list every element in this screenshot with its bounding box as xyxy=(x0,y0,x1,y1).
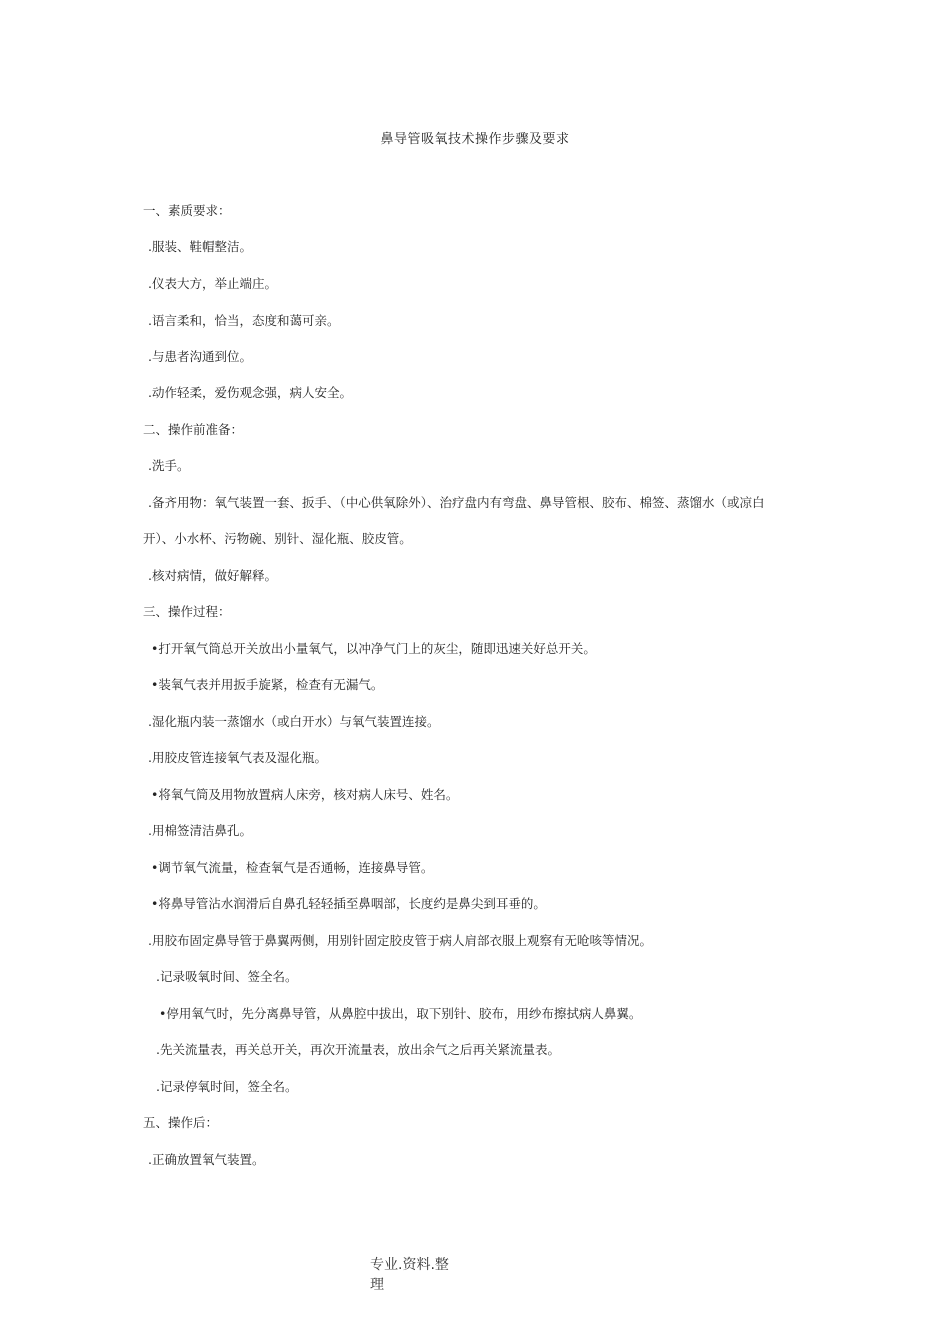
list-item: •停用氧气时，先分离鼻导管，从鼻腔中拔出，取下别针、胶布，用纱布擦拭病人鼻翼。 xyxy=(159,1006,642,1021)
list-item: .正确放置氧气装置。 xyxy=(148,1152,265,1167)
list-item: .记录停氧时间，签全名。 xyxy=(156,1079,298,1094)
section-heading-procedure: 三、操作过程： xyxy=(143,604,231,619)
list-item: •将氧气筒及用物放置病人床旁，核对病人床号、姓名。 xyxy=(151,787,459,802)
list-item: .语言柔和，恰当，态度和蔼可亲。 xyxy=(148,313,340,328)
list-item: .记录吸氧时间、签全名。 xyxy=(156,969,298,984)
list-item: .与患者沟通到位。 xyxy=(148,349,252,364)
section-heading-preparation: 二、操作前准备： xyxy=(143,422,244,437)
list-item-continuation: 开）、小水杯、污物碗、别针、湿化瓶、胶皮管。 xyxy=(143,531,412,546)
list-item: .动作轻柔，爱伤观念强，病人安全。 xyxy=(148,385,352,400)
list-item: •将鼻导管沾水润滑后自鼻孔轻轻插至鼻咽部，长度约是鼻尖到耳垂的。 xyxy=(151,896,546,911)
list-item: .用棉签清洁鼻孔。 xyxy=(148,823,252,838)
list-item: .用胶布固定鼻导管于鼻翼两侧，用别针固定胶皮管于病人肩部衣服上观察有无呛咳等情况。 xyxy=(148,933,652,948)
list-item: •装氧气表并用扳手旋紧，检查有无漏气。 xyxy=(151,677,384,692)
document-title: 鼻导管吸氧技术操作步骤及要求 xyxy=(380,132,570,147)
section-heading-quality: 一、素质要求： xyxy=(143,203,231,218)
list-item: •调节氧气流量，检查氧气是否通畅，连接鼻导管。 xyxy=(151,860,434,875)
list-item: .洗手。 xyxy=(148,458,190,473)
list-item: .仪表大方，举止端庄。 xyxy=(148,276,277,291)
list-item: •打开氧气筒总开关放出小量氧气，以冲净气门上的灰尘，随即迅速关好总开关。 xyxy=(151,641,596,656)
list-item: .服装、鞋帽整洁。 xyxy=(148,239,252,254)
list-item: .备齐用物：氧气装置一套、扳手、（中心供氧除外）、治疗盘内有弯盘、鼻导管根、胶布、棉签、蒸馏水（或凉白 xyxy=(148,495,765,510)
section-heading-after: 五、操作后： xyxy=(143,1115,219,1130)
footer-line: 专业.资料.整 xyxy=(370,1257,449,1273)
footer-line: 理 xyxy=(370,1277,384,1293)
list-item: .湿化瓶内装一蒸馏水（或白开水）与氧气装置连接。 xyxy=(148,714,440,729)
page-footer xyxy=(370,1255,449,1295)
list-item: .用胶皮管连接氧气表及湿化瓶。 xyxy=(148,750,327,765)
list-item: .先关流量表，再关总开关，再次开流量表，放出余气之后再关紧流量表。 xyxy=(156,1042,560,1057)
list-item: .核对病情，做好解释。 xyxy=(148,568,277,583)
